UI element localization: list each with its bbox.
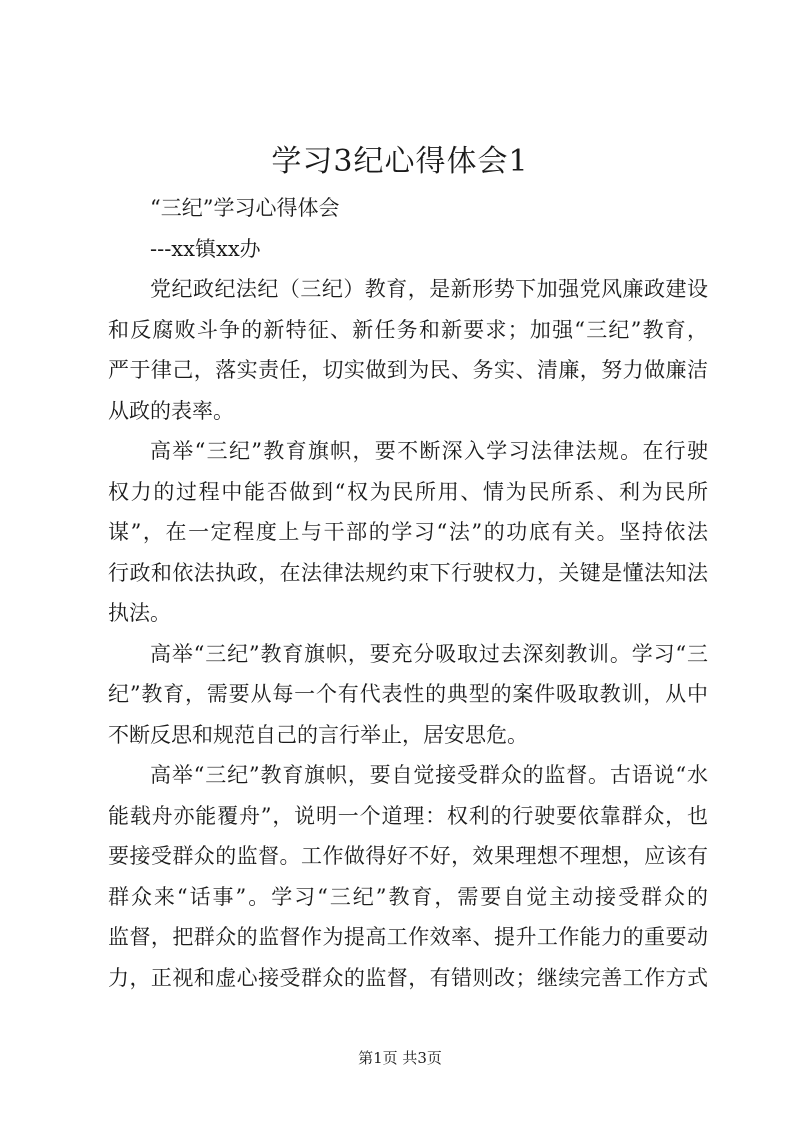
paragraph-line: 谋”，在一定程度上与干部的学习“法”的功底有关。坚持依法 bbox=[108, 520, 708, 544]
paragraph bbox=[108, 431, 708, 634]
document-body bbox=[108, 188, 708, 998]
paragraph bbox=[108, 755, 708, 998]
paragraph-line: 要接受群众的监督。工作做得好不好，效果理想不理想，应该有 bbox=[108, 844, 708, 868]
paragraph-line: 高举“三纪”教育旗帜，要自觉接受群众的监督。古语说“水 bbox=[150, 763, 708, 787]
paragraph-line: 力，正视和虚心接受群众的监督，有错则改；继续完善工作方式 bbox=[108, 965, 708, 990]
paragraph-line: 严于律己，落实责任，切实做到为民、务实、清廉，努力做廉洁 bbox=[108, 358, 708, 382]
paragraph bbox=[108, 634, 708, 756]
paragraph-line: 高举“三纪”教育旗帜，要充分吸取过去深刻教训。学习“三 bbox=[150, 641, 708, 666]
document-title: 学习3纪心得体会1 bbox=[271, 144, 529, 179]
paragraph bbox=[108, 269, 708, 431]
paragraph-line: 高举“三纪”教育旗帜，要不断深入学习法律法规。在行驶 bbox=[150, 439, 708, 463]
paragraph-line: 党纪政纪法纪（三纪）教育，是新形势下加强党风廉政建设 bbox=[150, 277, 708, 301]
paragraph-line: 执法。 bbox=[108, 601, 171, 625]
paragraph-line: 不断反思和规范自己的言行举止，居安思危。 bbox=[108, 722, 528, 747]
paragraph-line: 纪”教育，需要从每一个有代表性的典型的案件吸取教训，从中 bbox=[108, 682, 708, 706]
paragraph-line: 从政的表率。 bbox=[108, 398, 234, 423]
paragraph-line: 行政和依法执政，在法律法规约束下行驶权力，关键是懂法知法 bbox=[108, 560, 708, 585]
page-footer: 第1页 共3页 bbox=[358, 1049, 442, 1067]
document-subtitle: “三纪”学习心得体会 bbox=[150, 196, 340, 220]
paragraph-line: 能载舟亦能覆舟”，说明一个道理：权利的行驶要依靠群众，也 bbox=[108, 803, 708, 828]
paragraph-line: 群众来“话事”。学习“三纪”教育，需要自觉主动接受群众的 bbox=[108, 884, 708, 909]
paragraph-line: 监督，把群众的监督作为提高工作效率、提升工作能力的重要动 bbox=[108, 925, 708, 949]
paragraph-line: 和反腐败斗争的新特征、新任务和新要求；加强“三纪”教育， bbox=[108, 317, 708, 342]
author-line: ---xx镇xx办 bbox=[150, 236, 261, 261]
paragraph-line: 权力的过程中能否做到“权为民所用、情为民所系、利为民所 bbox=[108, 479, 708, 504]
